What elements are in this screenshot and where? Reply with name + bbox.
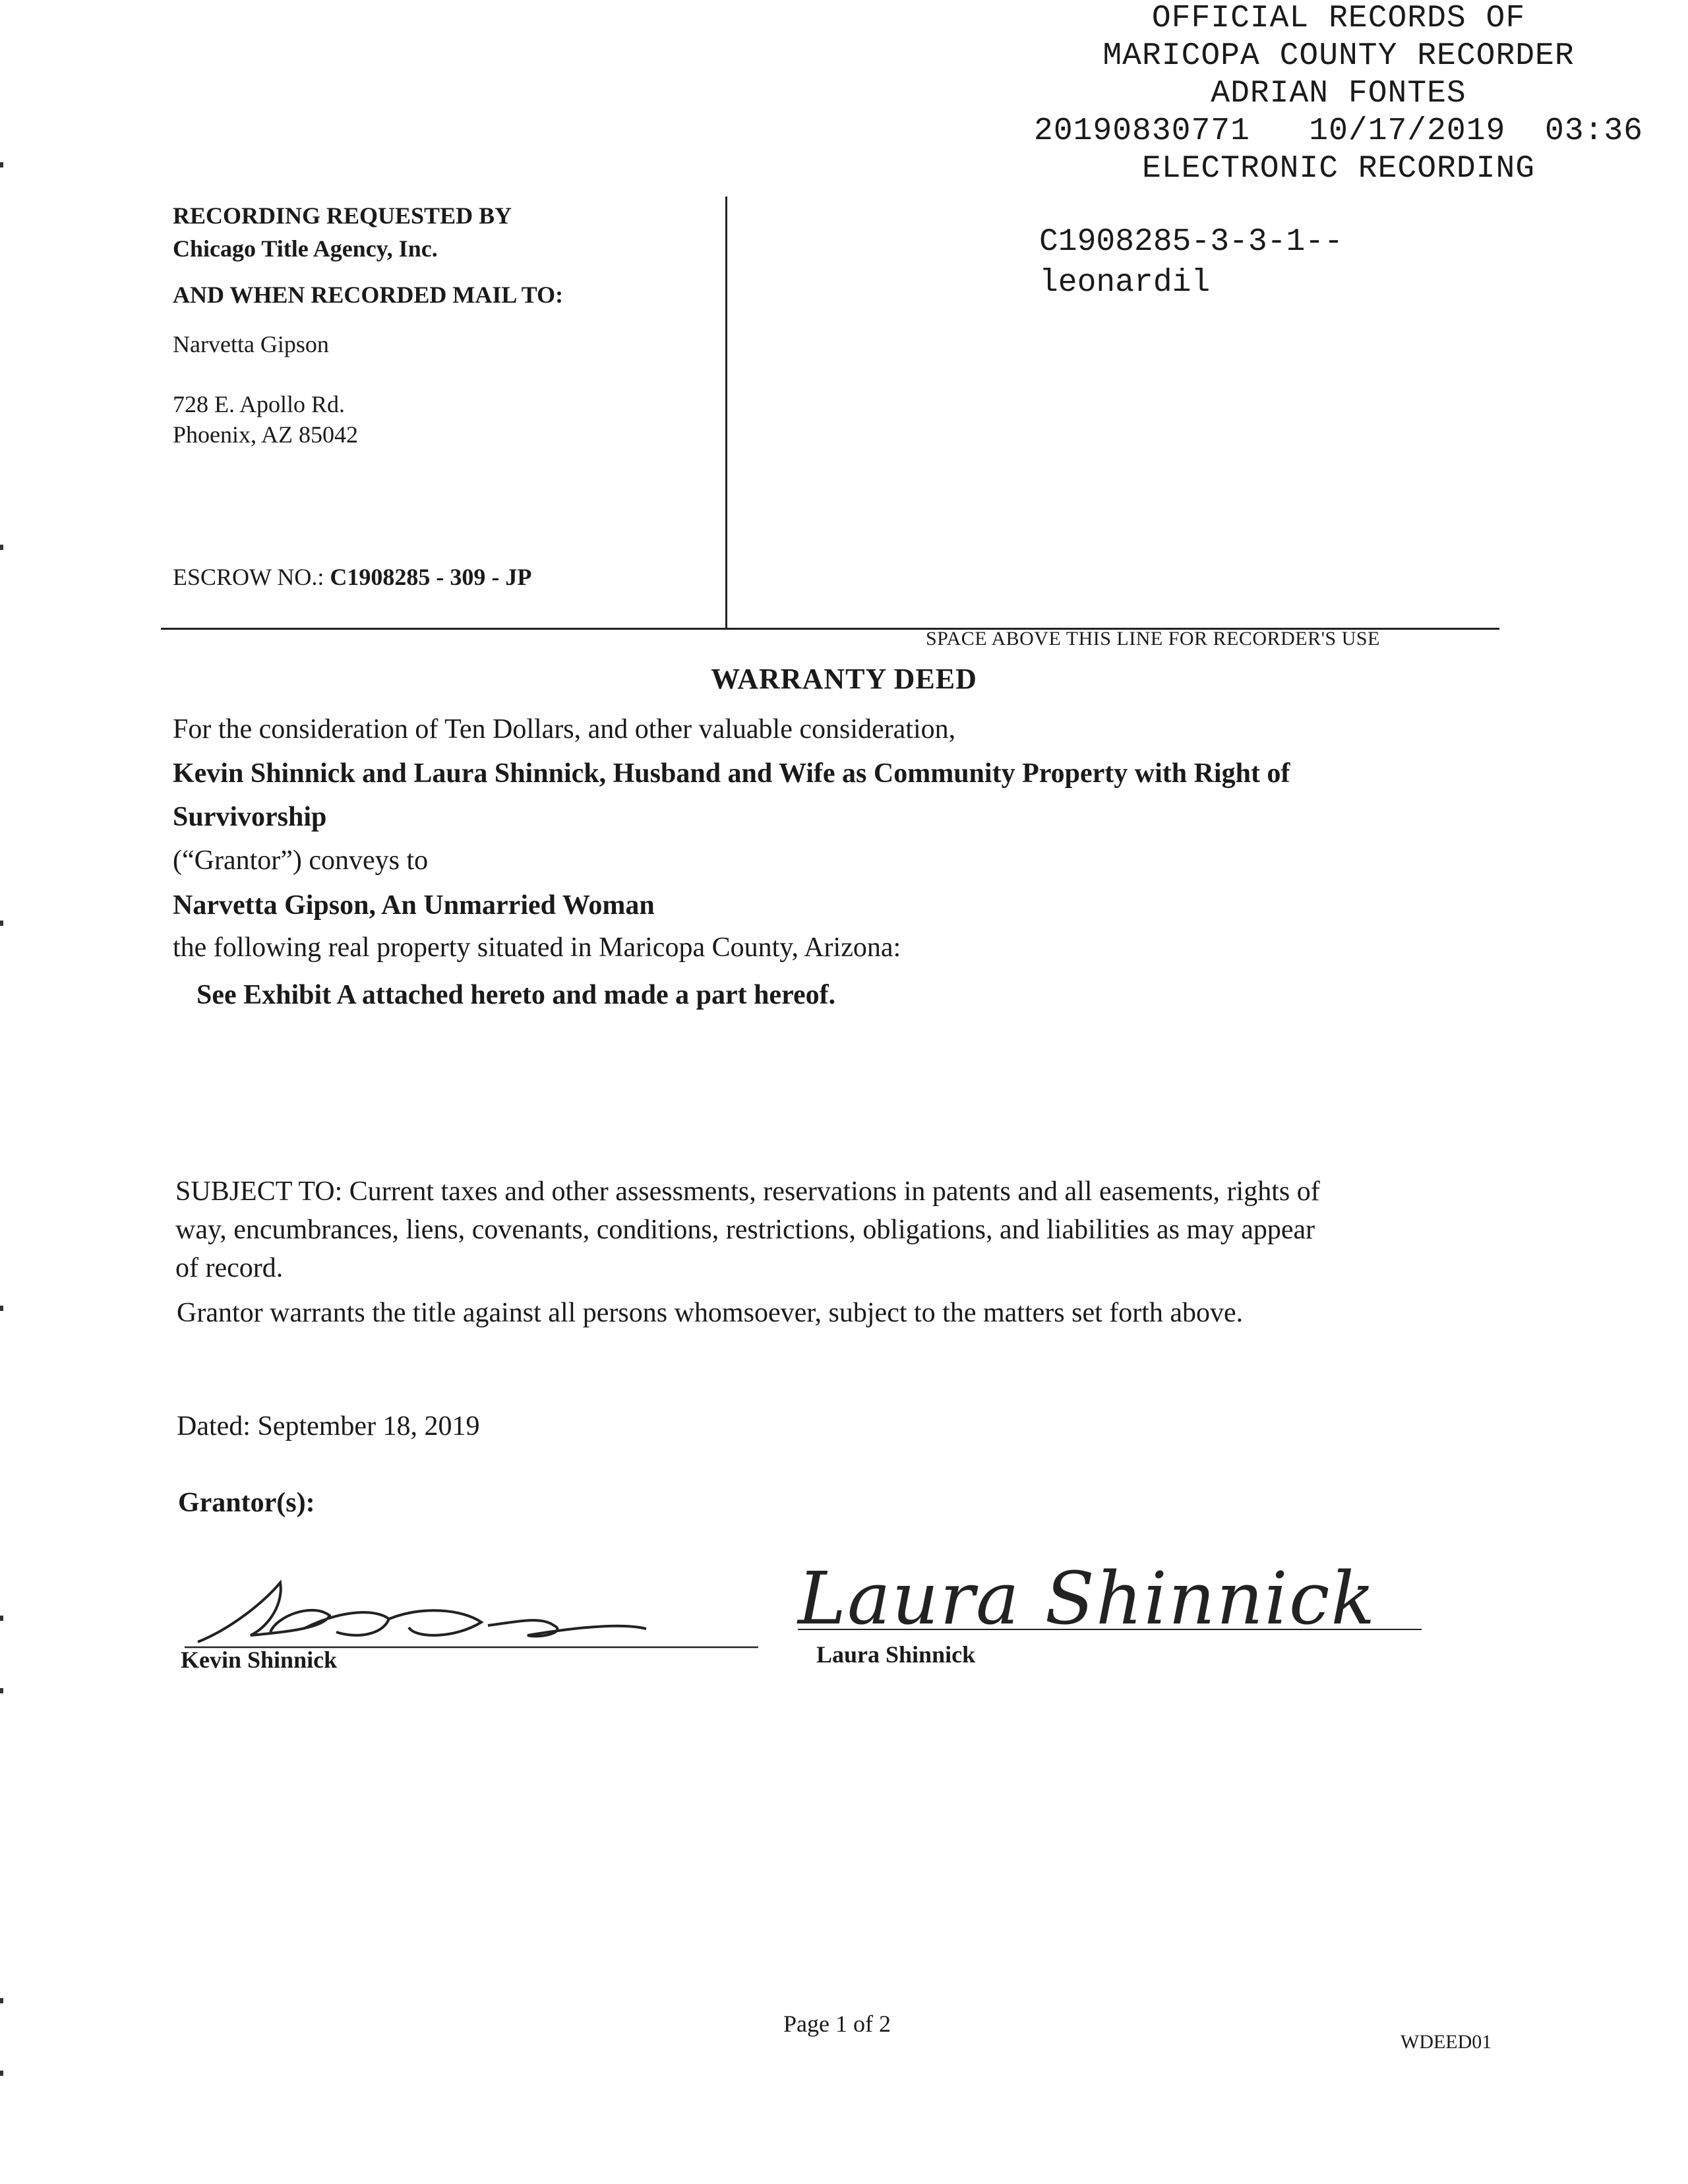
stamp-line-4: 20190830771 10/17/2019 03:36: [1034, 113, 1643, 149]
grantee-name: Narvetta Gipson, An Unmarried Woman: [173, 890, 655, 921]
scan-mark: [0, 1616, 3, 1621]
form-code: WDEED01: [1401, 2031, 1492, 2053]
scan-mark: [0, 2071, 3, 2076]
kevin-shinnick-signature: [171, 1569, 765, 1655]
mail-to-name: Narvetta Gipson: [173, 331, 329, 357]
consideration-text: For the consideration of Ten Dollars, and other valuable consideration,: [173, 714, 956, 744]
escrow-value: C1908285 - 309 - JP: [330, 564, 532, 590]
signer-name-laura: Laura Shinnick: [816, 1641, 976, 1668]
grantor-names-line-1: Kevin Shinnick and Laura Shinnick, Husband and Wife as Community Property with Right of: [173, 758, 1290, 789]
scan-mark: [0, 1998, 3, 2003]
grantors-label: Grantor(s):: [178, 1488, 315, 1518]
stamp-line-3: ADRIAN FONTES: [1211, 76, 1466, 111]
escrow-number: [173, 563, 531, 591]
deed-title: WARRANTY DEED: [711, 663, 977, 695]
mail-to-address-1: 728 E. Apollo Rd.: [173, 391, 346, 417]
scan-mark: [0, 545, 3, 550]
warranty-text: Grantor warrants the title against all persons whomsoever, subject to the matters set forth above.: [177, 1298, 1244, 1328]
reference-code: [1039, 222, 1343, 303]
recorder-use-label: SPACE ABOVE THIS LINE FOR RECORDER'S USE: [926, 628, 1380, 650]
scan-mark: [0, 162, 3, 167]
recording-requested-label: RECORDING REQUESTED BY: [173, 202, 512, 229]
laura-shinnick-signature: Laura Shinnick: [798, 1556, 1377, 1641]
scan-mark: [0, 921, 3, 926]
conveys-text: (“Grantor”) conveys to: [173, 845, 429, 876]
reference-line-1: C1908285-3-3-1--: [1039, 224, 1343, 260]
reference-line-2: leonardil: [1039, 265, 1211, 301]
exhibit-reference: See Exhibit A attached hereto and made a part hereof.: [196, 980, 836, 1010]
property-text: the following real property situated in Maricopa County, Arizona:: [173, 932, 901, 963]
recorder-stamp: [1009, 0, 1668, 188]
page-number: Page 1 of 2: [783, 2011, 891, 2037]
subject-to-line-3: of record.: [175, 1253, 284, 1283]
scan-mark: [0, 1306, 3, 1311]
stamp-line-1: OFFICIAL RECORDS OF: [1151, 1, 1526, 36]
subject-to-line-2: way, encumbrances, liens, covenants, conditions, restrictions, obligations, and liabilities as may appear: [175, 1215, 1315, 1245]
dated-text: Dated: September 18, 2019: [177, 1411, 480, 1441]
escrow-label: ESCROW NO.:: [173, 564, 324, 590]
mail-to-address-2: Phoenix, AZ 85042: [173, 421, 359, 448]
vertical-divider: [725, 197, 727, 628]
grantor-names-line-2: Survivorship: [173, 802, 327, 832]
stamp-line-2: MARICOPA COUNTY RECORDER: [1102, 38, 1575, 74]
signer-name-kevin: Kevin Shinnick: [181, 1647, 338, 1673]
subject-to-line-1: SUBJECT TO: Current taxes and other assessments, reservations in patents and all easements, rights of: [175, 1176, 1320, 1207]
agency-name: Chicago Title Agency, Inc.: [173, 235, 438, 262]
scan-mark: [0, 1688, 3, 1693]
stamp-line-5: ELECTRONIC RECORDING: [1141, 151, 1536, 187]
mail-to-label: AND WHEN RECORDED MAIL TO:: [173, 282, 564, 308]
